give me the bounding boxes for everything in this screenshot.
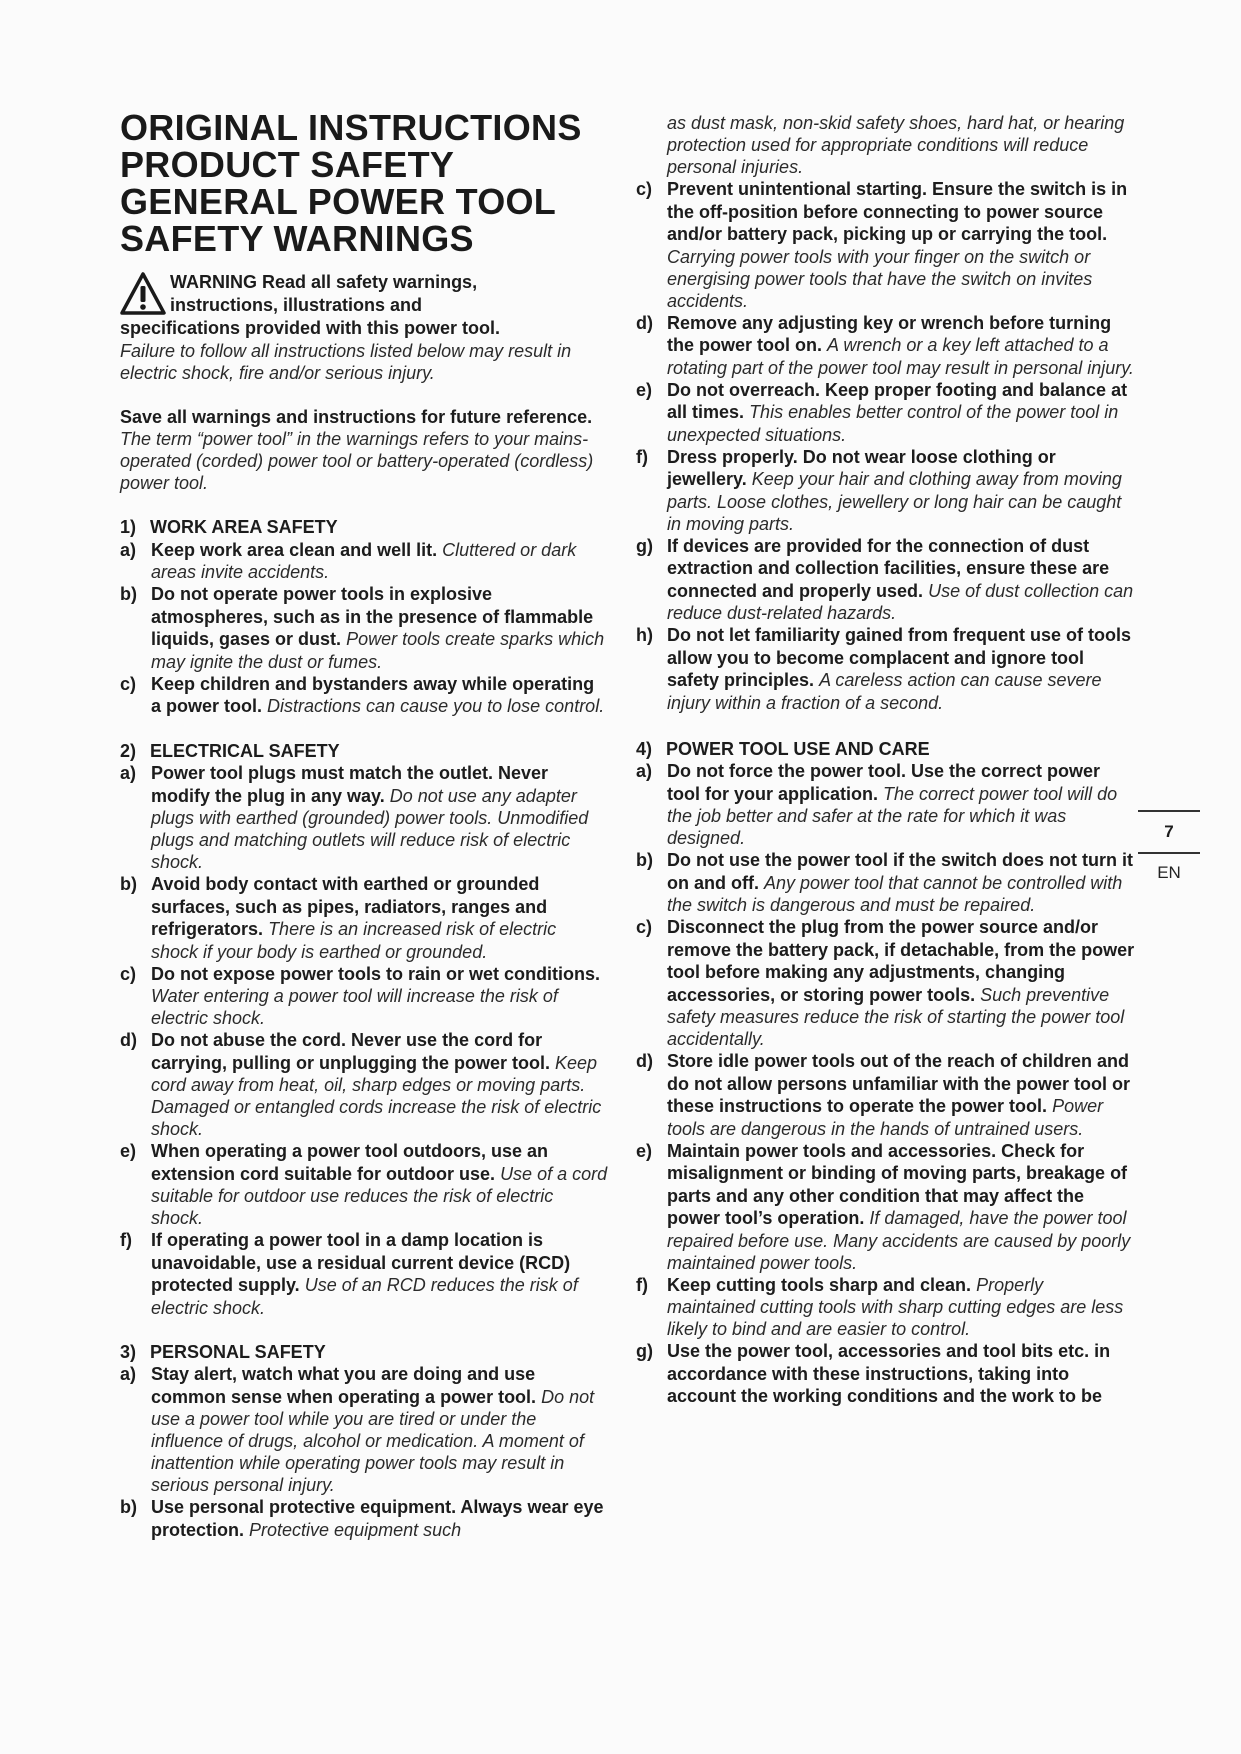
left-column — [120, 109, 608, 1541]
list-item: d) Store idle power tools out of the reach of children and do not allow persons unfamiliar with the power tool or these instructions to operate the power tool. Power tools are dangerous in the hands of untrained users. — [636, 1051, 1131, 1139]
list-item: e) When operating a power tool outdoors, use an extension cord suitable for outdoor use. Use of a cord suitable for outdoor use reduces the risk of electric shock. — [120, 1141, 608, 1228]
section-number: 1) — [120, 517, 137, 537]
section-title: ELECTRICAL SAFETY — [150, 740, 340, 761]
language-code: EN — [1157, 863, 1181, 882]
page-side-tab — [1138, 810, 1200, 892]
section-heading-electrical — [120, 740, 608, 763]
list-item: f) Keep cutting tools sharp and clean. Properly maintained cutting tools with sharp cutting edges are less likely to bind and are easier to control. — [636, 1274, 1124, 1339]
list-item: c) Prevent unintentional starting. Ensure the switch is in the off-position before connecting to power source and/or battery pack, picking up or carrying the tool. Carrying power tools with your finger on the switch or energising power tools that have the switch on invites accidents. — [636, 179, 1128, 311]
section-heading-personal — [120, 1341, 608, 1364]
section-heading-work-area — [120, 516, 608, 539]
list-item: d) Do not abuse the cord. Never use the cord for carrying, pulling or unplugging the power tool. Keep cord away from heat, oil, sharp edges or moving parts. Damaged or entangled cords increase the risk of electric shock. — [120, 1030, 602, 1139]
list-item: c) Disconnect the plug from the power source and/or remove the battery pack, if detachable, from the power tool before making any adjustments, changing accessories, or storing power tools. Such preventive safety measures reduce the risk of starting the power tool accidentally. — [636, 917, 1135, 1049]
list-item: f) Dress properly. Do not wear loose clothing or jewellery. Keep your hair and clothing away from moving parts. Loose clothes, jewellery or long hair can be caught in moving parts. — [636, 446, 1122, 534]
page-number: 7 — [1164, 822, 1174, 841]
section-title: PERSONAL SAFETY — [150, 1341, 326, 1362]
section-number: 3) — [120, 1341, 137, 1362]
warning-line: instructions, illustrations and — [170, 294, 423, 315]
section-number: 4) — [636, 738, 653, 759]
list-item: a) Keep work area clean and well lit. Cluttered or dark areas invite accidents. — [120, 539, 577, 582]
save-instructions: Save all warnings and instructions for future reference. — [120, 406, 593, 427]
general-warning — [120, 271, 608, 384]
power-tool-term-note: The term “power tool” in the warnings refers to your mains-operated (corded) power tool or battery-operated (cordless) power tool. — [120, 429, 594, 493]
warning-line: WARNING Read all safety warnings, — [170, 272, 478, 292]
warning-note: Failure to follow all instructions listed below may result in electric shock, fire and/or serious injury. — [120, 340, 572, 383]
list-item: b) Use personal protective equipment. Always wear eye protection. Protective equipment such — [120, 1497, 604, 1540]
warning-triangle-icon — [120, 271, 166, 317]
section-title: WORK AREA SAFETY — [150, 517, 338, 537]
list-item: f) If operating a power tool in a damp location is unavoidable, use a residual current device (RCD) protected supply. Use of an RCD reduces the risk of electric shock. — [120, 1230, 578, 1318]
list-item: e) Do not overreach. Keep proper footing and balance at all times. This enables better control of the power tool in unexpected situations. — [636, 379, 1128, 445]
title-line: SAFETY WARNINGS — [120, 218, 474, 259]
list-item: h) Do not let familiarity gained from frequent use of tools allow you to become complacent and ignore tool safety principles. A careless action can cause severe injury within a fraction of a second. — [636, 625, 1132, 713]
right-column — [636, 112, 1136, 1408]
list-item: e) Maintain power tools and accessories. Check for misalignment or binding of moving parts, breakage of parts and any other condition that may affect the power tool’s operation. If damaged, have the power tool repaired before use. Many accidents are caused by poorly maintained power tools. — [636, 1140, 1131, 1273]
title-line: ORIGINAL INSTRUCTIONS — [120, 107, 582, 148]
section-heading-tool-use — [636, 738, 1136, 761]
list-item: g) If devices are provided for the connection of dust extraction and collection facilities, ensure these are connected and properly used. Use of dust collection can reduce dust-related hazards. — [636, 535, 1134, 623]
list-item: c) Keep children and bystanders away while operating a power tool. Distractions can cause you to lose control. — [120, 673, 605, 716]
list-item: c) Do not expose power tools to rain or wet conditions. Water entering a power tool will increase the risk of electric shock. — [120, 963, 601, 1028]
list-item: b) Do not use the power tool if the switch does not turn it on and off. Any power tool that cannot be controlled with the switch is dangerous and must be repaired. — [636, 850, 1133, 915]
list-item-continuation: as dust mask, non-skid safety shoes, hard hat, or hearing protection used for appropriate conditions will reduce personal injuries. — [667, 113, 1125, 177]
list-item: b) Do not operate power tools in explosive atmospheres, such as in the presence of flammable liquids, gases or dust. Power tools create sparks which may ignite the dust or fumes. — [120, 584, 605, 672]
warning-line: specifications provided with this power tool. — [120, 318, 501, 338]
section-number: 2) — [120, 740, 137, 761]
list-item: d) Remove any adjusting key or wrench before turning the power tool on. A wrench or a key left attached to a rotating part of the power tool may result in personal injury. — [636, 312, 1134, 378]
title-line: GENERAL POWER TOOL — [120, 181, 557, 222]
list-item: b) Avoid body contact with earthed or grounded surfaces, such as pipes, radiators, ranges and refrigerators. There is an increased risk of electric shock if your body is earthed or grounded. — [120, 874, 557, 962]
list-item: a) Do not force the power tool. Use the correct power tool for your application. The correct power tool will do the job better and safer at the rate for which it was designed. — [636, 761, 1118, 848]
list-item: a) Power tool plugs must match the outlet. Never modify the plug in any way. Do not use any adapter plugs with earthed (grounded) power tools. Unmodified plugs and matching outlets will reduce risk of electric shock. — [120, 763, 589, 872]
title-line: PRODUCT SAFETY — [120, 144, 455, 185]
page-title — [120, 109, 608, 257]
list-item: a) Stay alert, watch what you are doing and use common sense when operating a power tool. Do not use a power tool while you are tired or under the influence of drugs, alcohol or medication. A moment of inattention while operating power tools may result in serious personal injury. — [120, 1364, 595, 1495]
section-title: POWER TOOL USE AND CARE — [666, 738, 930, 759]
list-item: g) Use the power tool, accessories and tool bits etc. in accordance with these instructions, taking into account the working conditions and the work to be — [636, 1341, 1111, 1406]
